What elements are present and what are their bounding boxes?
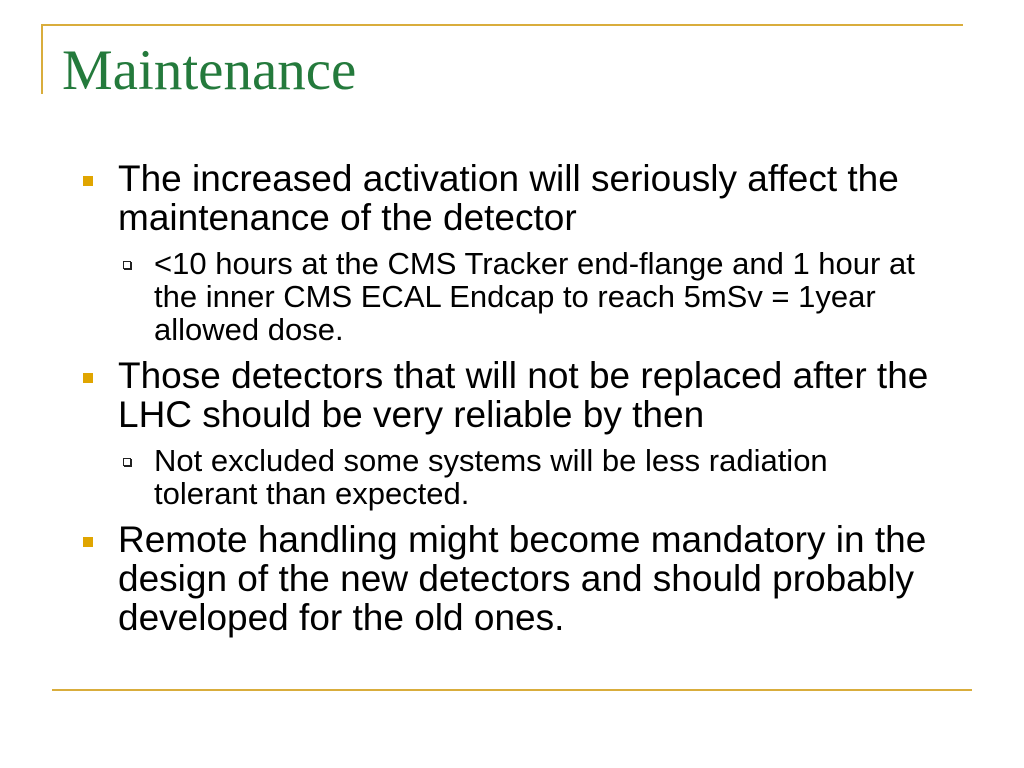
bullet-list <box>0 159 1024 637</box>
sub-bullet-text: <10 hours at the CMS Tracker end-flange and 1 hour at the inner CMS ECAL Endcap to reach 5mSv = 1year allowed dose. <box>154 246 915 347</box>
bullet-text: Remote handling might become mandatory in the design of the new detectors and should probably developed for the old ones. <box>118 519 927 638</box>
slide-title: Maintenance <box>62 39 357 102</box>
left-rule-line <box>41 24 43 94</box>
hollow-square-bullet-icon <box>123 458 131 466</box>
bullet-text: Those detectors that will not be replaced after the LHC should be very reliable by then <box>118 355 929 435</box>
bullet-item <box>0 520 1024 637</box>
bullet-item <box>0 356 1024 434</box>
square-bullet-icon <box>83 373 93 383</box>
square-bullet-icon <box>83 537 93 547</box>
bullet-text: The increased activation will seriously affect the maintenance of the detector <box>118 158 899 238</box>
bullet-item <box>0 159 1024 237</box>
sub-bullet-item <box>0 247 1024 346</box>
hollow-square-bullet-icon <box>123 261 131 269</box>
square-bullet-icon <box>83 176 93 186</box>
sub-bullet-text: Not excluded some systems will be less radiation tolerant than expected. <box>154 443 828 511</box>
top-rule-line <box>41 24 963 26</box>
sub-bullet-item <box>0 444 1024 510</box>
bottom-rule-line <box>52 689 972 691</box>
